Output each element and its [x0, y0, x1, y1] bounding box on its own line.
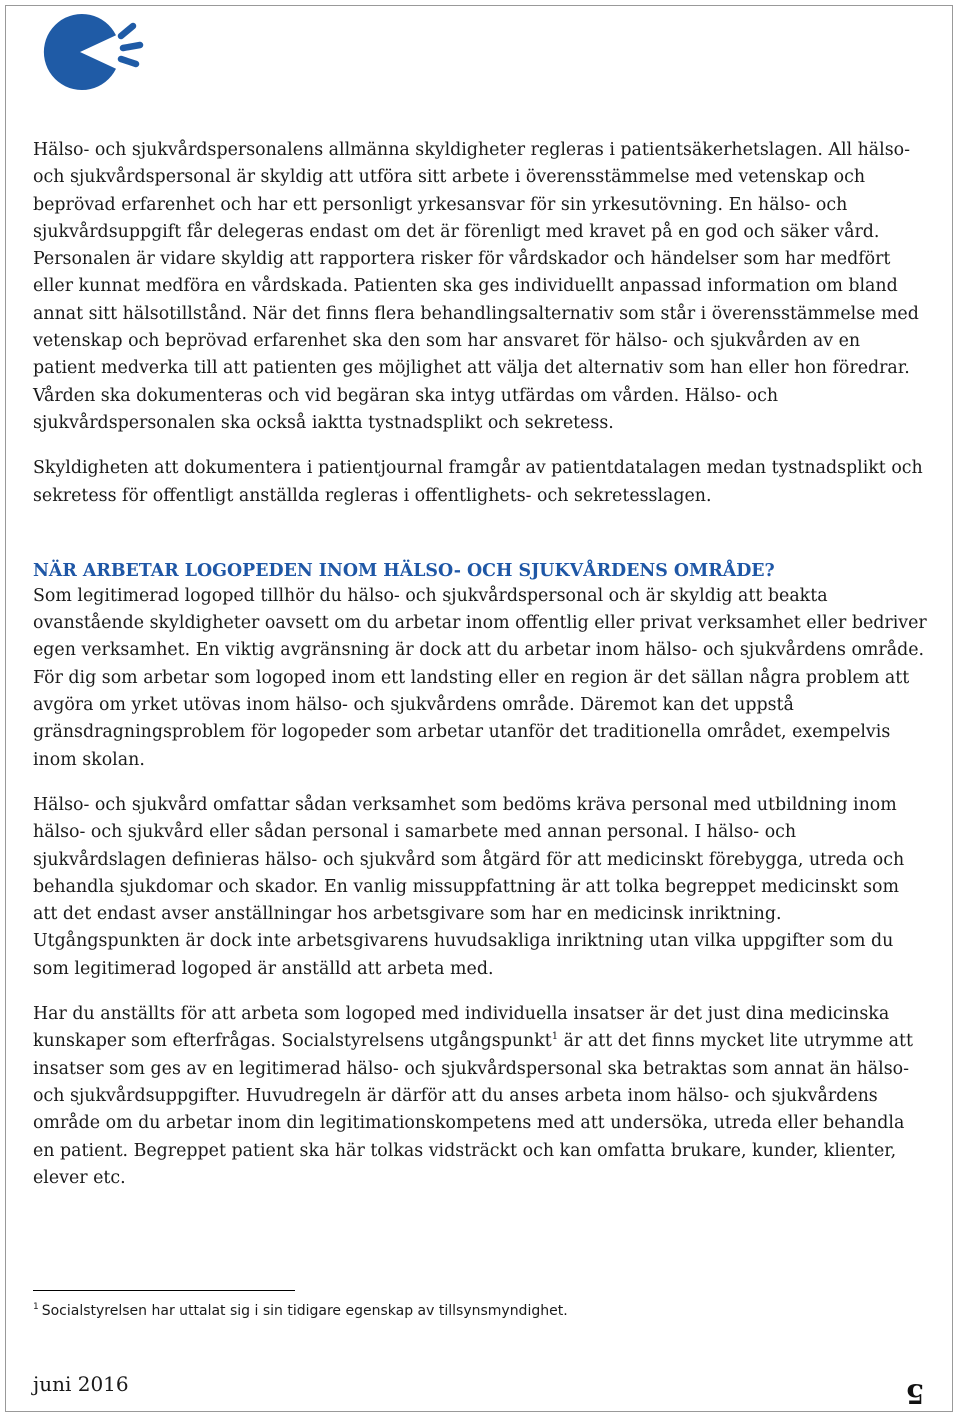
section-heading: NÄR ARBETAR LOGOPEDEN INOM HÄLSO- OCH SJUKVÅRDENS OMRÅDE? [33, 560, 775, 581]
paragraph: Som legitimerad logoped tillhör du hälso- och sjukvårdspersonal och är skyldig att beakta ovanstående skyldigheter oavsett om du arbetar inom offentlig eller privat verksamhet eller bedriver egen verksamhet. En viktig avgränsning är dock att du arbetar inom hälso- och sjukvårdens område. För dig som arbetar som logoped inom ett landsting eller en region är det sällan några problem att avgöra om yrket utövas inom hälso- och sjukvårdens område. Däremot kan det uppstå gränsdragningsproblem för logopeder som arbetar utanför det traditionella området, exempelvis inom skolan. [33, 585, 927, 770]
paragraph: Hälso- och sjukvårdspersonalens allmänna skyldigheter regleras i patientsäkerhetslagen. All hälso- och sjukvårdspersonal är skyldig att utföra sitt arbete i överensstämmelse med vetenskap och beprövad erfarenhet och har ett personligt yrkesansvar för sin yrkesutövning. En hälso- och sjukvårdsuppgift får delegeras endast om det är förenligt med kravet på en god och säker vård. Personalen är vidare skyldig att rapportera risker för vårdskador och händelser som har medfört eller kunnat medföra en vårdskada. Patienten ska ges individuellt anpassad information om bland annat sitt hälsotillstånd. När det finns flera behandlingsalternativ som står i överensstämmelse med vetenskap och beprövad erfarenhet ska den som har ansvaret för hälso- och sjukvården av en patient medverka till att patienten ges möjlighet att välja det alternativ som han eller hon föredrar. Vården ska dokumenteras och vid begäran ska intyg utfärdas om vården. Hälso- och sjukvårdspersonalen ska också iaktta tystnadsplikt och sekretess. [33, 140, 919, 433]
footnote [33, 1301, 913, 1321]
footnote-reference[interactable]: 1 [551, 1031, 559, 1043]
footnote-divider [33, 1290, 295, 1291]
footnote-number: 1 [33, 1302, 39, 1312]
paragraph: Hälso- och sjukvård omfattar sådan verksamhet som bedöms kräva personal med utbildning inom hälso- och sjukvård eller sådan personal i samarbete med annan personal. I hälso- och sjukvårdslagen definieras hälso- och sjukvård som åtgärd för att medicinskt förebygga, utreda och behandla sjukdomar och skador. En vanlig missuppfattning är att tolka begreppet medicinskt som att det endast avser anställningar hos arbetsgivare som har en medicinsk inriktning. Utgångspunkten är dock inte arbetsgivarens huvudsakliga inriktning utan vilka uppgifter som du som legitimerad logoped är anställd att arbeta med. [33, 794, 905, 979]
paragraph: Skyldigheten att dokumentera i patientjournal framgår av patientdatalagen medan tystnadsplikt och sekretess för offentligt anställda regleras i offentlighets- och sekretesslagen. [33, 458, 923, 506]
paragraph-text: är att det finns mycket lite utrymme att insatser som ges av en legitimerad hälso- och sjukvårdspersonal ska betraktas som annat än hälso- och sjukvårdsuppgifter. Huvudregeln är därför att du anses arbeta inom hälso- och sjukvårdens område om du arbetar inom din legitimationskompetens med att undersöka, utreda eller behandla en patient. Begreppet patient ska här tolkas vidsträckt och kan omfatta brukare, kunder, klienter, elever etc. [33, 1031, 913, 1188]
footer-date: juni 2016 [33, 1372, 129, 1396]
paragraph [33, 1001, 928, 1192]
paragraph-text: Har du anställts för att arbeta som logoped med individuella insatser är det just dina medicinska kunskaper som efterfrågas. Socialstyrelsens utgångspunkt [33, 1004, 890, 1052]
logopedforbundet-logo-icon [32, 12, 144, 96]
page-number: 5 [905, 1377, 925, 1408]
footnote-text: Socialstyrelsen har uttalat sig i sin tidigare egenskap av tillsynsmyndighet. [41, 1303, 568, 1319]
main-text [33, 137, 928, 1192]
